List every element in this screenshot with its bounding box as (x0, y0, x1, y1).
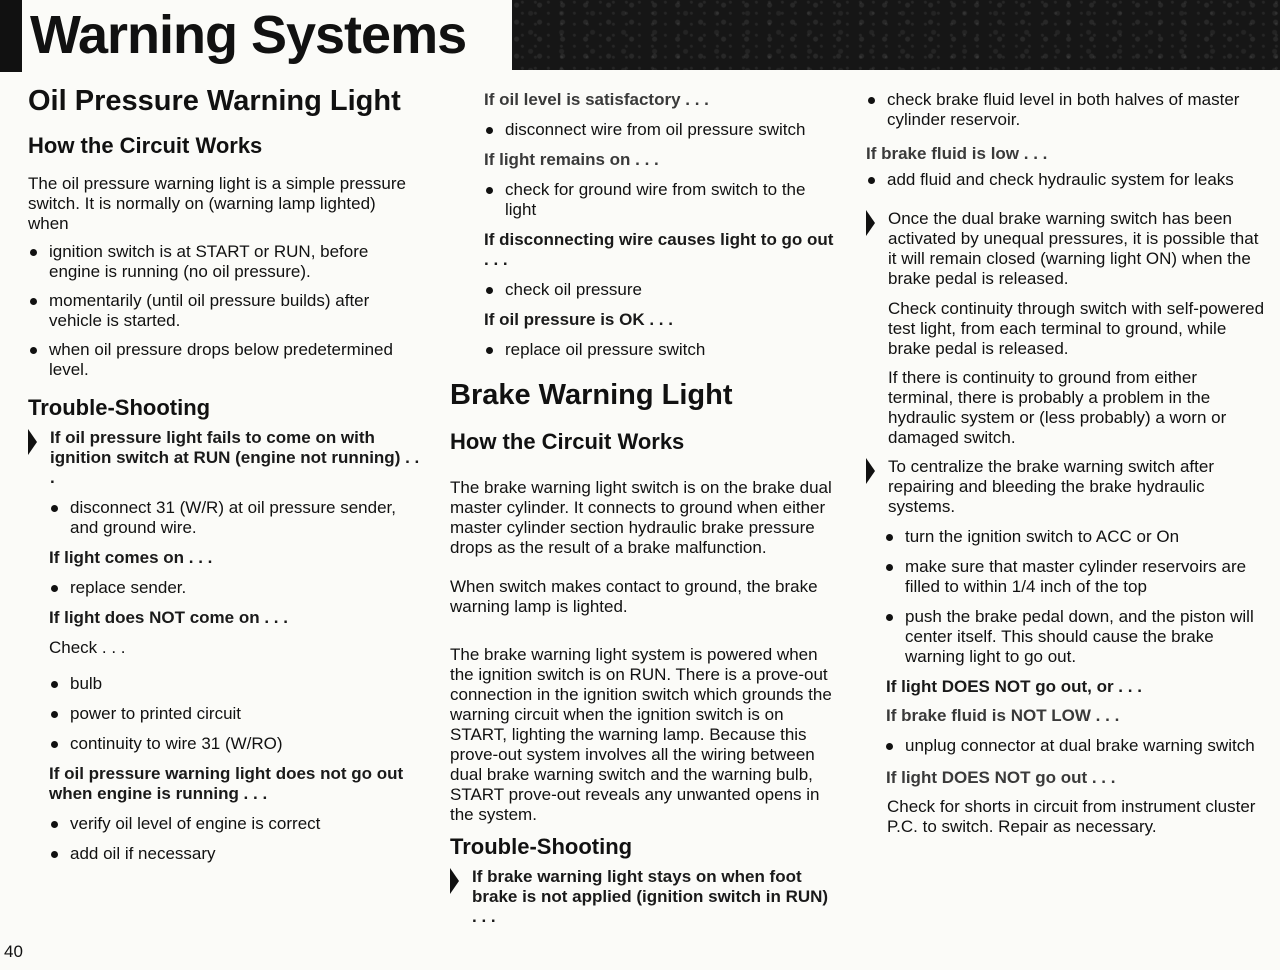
running-list (49, 814, 420, 864)
para-check-shorts: Check for shorts in circuit from instrument cluster P.C. to switch. Repair as necessary. (887, 797, 1256, 836)
list-item: check oil pressure (484, 280, 834, 300)
condition-oil-ok: If oil pressure is OK . . . (484, 310, 673, 329)
arrow-marker-icon (450, 868, 459, 894)
para-continuity-problem: If there is continuity to ground from either terminal, there is probably a problem in the hydraulic system or (less probably) a worn or damaged switch. (888, 368, 1227, 447)
list-item: check for ground wire from switch to the light (484, 180, 834, 220)
condition-light-not-out: If light DOES NOT go out, or . . . (886, 677, 1142, 696)
subheading-trouble-shooting: Trouble-Shooting (28, 395, 211, 420)
condition-fluid-low: If brake fluid is low . . . (866, 144, 1048, 163)
note-text: Once the dual brake warning switch has been activated by unequal pressures, it is possible that it will remain closed (warning light ON) when the brake pedal is released. (888, 209, 1259, 288)
list-item: check brake fluid level in both halves of master cylinder reservoir. (866, 90, 1266, 130)
check-label: Check . . . (49, 638, 126, 657)
check-list (49, 674, 420, 754)
column-brake-light (450, 78, 834, 927)
oil-ts-list-1 (49, 498, 420, 538)
subheading-brake-how-circuit-works: How the Circuit Works (450, 429, 685, 454)
page-header (0, 0, 1280, 72)
section-title-oil-pressure: Oil Pressure Warning Light (28, 85, 401, 117)
list-item: when oil pressure drops below predetermined level. (28, 340, 420, 380)
header-decorative-band (512, 0, 1280, 70)
list-item: add fluid and check hydraulic system for leaks (866, 170, 1266, 190)
list-item: ignition switch is at START or RUN, before engine is running (no oil pressure). (28, 242, 420, 282)
list-item: bulb (49, 674, 420, 694)
para-check-continuity: Check continuity through switch with self-powered test light, from each terminal to ground, while brake pedal is released. (888, 299, 1265, 358)
brake-ts-condition (450, 867, 834, 927)
list-item: unplug connector at dual brake warning switch (884, 736, 1266, 756)
page-title: Warning Systems (30, 5, 467, 65)
brake-switch-note (866, 209, 1266, 289)
condition-light-not-out-2: If light DOES NOT go out . . . (886, 768, 1116, 787)
oil-ts-condition (28, 428, 420, 488)
list-replace-switch (484, 340, 834, 360)
oil-ts-list-2 (49, 578, 420, 598)
list-ground-wire (484, 180, 834, 220)
condition-light-comes-on: If light comes on . . . (49, 548, 213, 567)
list-disconnect (484, 120, 834, 140)
list-item: turn the ignition switch to ACC or On (884, 527, 1266, 547)
brake-para-powered: The brake warning light system is powered when the ignition switch is on RUN. There is a prove-out connection in the ignition switch which grounds the warning circuit when the ignition switch is on START, lighting the warning lamp. Because this prove-out system involves all the wiring between dual brake warning switch and the warning bulb, START prove-out reveals any unwanted opens in the system. (450, 645, 832, 824)
brake-para-contact: When switch makes contact to ground, the brake warning lamp is lighted. (450, 577, 818, 616)
list-check-fluid (866, 90, 1266, 130)
list-unplug (866, 736, 1266, 756)
condition-disconnecting-wire: If disconnecting wire causes light to go out . . . (484, 230, 834, 269)
condition-engine-running: If oil pressure warning light does not go out when engine is running . . . (49, 764, 404, 803)
list-item: make sure that master cylinder reservoirs are filled to within 1/4 inch of the top (884, 557, 1266, 597)
section-title-brake-warning: Brake Warning Light (450, 379, 733, 411)
oil-intro-list (28, 242, 420, 380)
condition-fluid-not-low: If brake fluid is NOT LOW . . . (886, 706, 1120, 725)
oil-ts-steps (28, 498, 420, 864)
arrow-marker-icon (866, 210, 875, 236)
list-item: push the brake pedal down, and the piston will center itself. This should cause the brake warning light to go out. (884, 607, 1266, 667)
list-item: continuity to wire 31 (W/RO) (49, 734, 420, 754)
list-check-oil (484, 280, 834, 300)
list-item: disconnect wire from oil pressure switch (484, 120, 834, 140)
list-item: verify oil level of engine is correct (49, 814, 420, 834)
subheading-how-circuit-works: How the Circuit Works (28, 133, 263, 158)
condition-text: If brake warning light stays on when foot brake is not applied (ignition switch in RUN) . . . (472, 867, 829, 926)
column-brake-continued (866, 78, 1266, 837)
list-add-fluid (866, 170, 1266, 190)
centralize-note (866, 457, 1266, 517)
condition-light-not-on: If light does NOT come on . . . (49, 608, 288, 627)
list-item: power to printed circuit (49, 704, 420, 724)
subheading-brake-trouble-shooting: Trouble-Shooting (450, 834, 633, 859)
column-oil-pressure (28, 78, 420, 864)
arrow-marker-icon (866, 458, 875, 484)
condition-text: If oil pressure light fails to come on with ignition switch at RUN (engine not running) . . . (50, 428, 420, 487)
list-item: add oil if necessary (49, 844, 420, 864)
arrow-marker-icon (28, 429, 37, 455)
list-item: replace sender. (49, 578, 420, 598)
note-text: To centralize the brake warning switch after repairing and bleeding the brake hydraulic systems. (888, 457, 1214, 516)
list-item: disconnect 31 (W/R) at oil pressure sender, and ground wire. (49, 498, 420, 538)
condition-oil-satisfactory: If oil level is satisfactory . . . (484, 90, 709, 109)
list-item: momentarily (until oil pressure builds) after vehicle is started. (28, 291, 420, 331)
page-number: 40 (4, 942, 23, 961)
condition-light-remains-on: If light remains on . . . (484, 150, 659, 169)
list-item: replace oil pressure switch (484, 340, 834, 360)
brake-para-switch: The brake warning light switch is on the brake dual master cylinder. It connects to ground when either master cylinder section hydraulic brake pressure drops as the result of a brake malfunction. (450, 478, 832, 557)
header-tab-marker (0, 0, 22, 72)
oil-continued-steps (450, 90, 834, 360)
centralize-list (866, 527, 1266, 667)
oil-intro-paragraph: The oil pressure warning light is a simple pressure switch. It is normally on (warning lamp lighted) when (28, 174, 406, 233)
